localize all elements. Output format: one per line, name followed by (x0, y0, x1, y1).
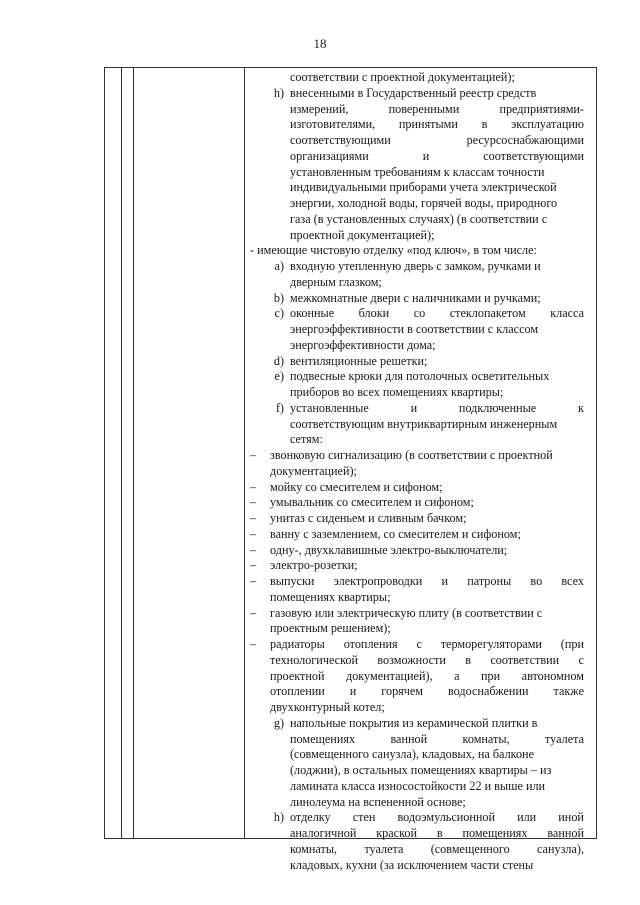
list-item-text (290, 716, 584, 811)
text-line: электро-розетки; (270, 558, 358, 573)
text-word: ванной (547, 826, 584, 840)
text-word: поверенными (388, 101, 460, 116)
text-word: терморегуляторами (440, 637, 542, 651)
dash-list-item (250, 480, 584, 496)
text-word: с (578, 652, 584, 667)
text-word: а (454, 668, 460, 683)
text-line: газа (в установленных случаях) (в соответствии с (290, 211, 548, 226)
list-marker: – (250, 479, 257, 494)
text-word: при (481, 668, 501, 683)
list-marker: – (250, 542, 257, 557)
continuation-text: соответствии с проектной документацией); (290, 70, 515, 84)
text-line: установленным требованиям к классам точности (290, 164, 545, 179)
text-word: туалета (545, 731, 584, 746)
text-line (290, 306, 584, 322)
text-line: сетям: (290, 432, 323, 447)
list-item-text (270, 448, 584, 480)
list-marker: a) (274, 259, 284, 273)
text-word: и (349, 684, 357, 699)
list-marker: h) (273, 810, 284, 825)
text-word: в (465, 652, 471, 667)
table-column-divider (133, 68, 134, 838)
dash-list-item (250, 637, 584, 716)
list-item-text (290, 401, 584, 448)
lettered-list-item (250, 354, 584, 370)
list-marker: – (250, 511, 257, 525)
table-column-divider (121, 68, 122, 838)
text-word: предприятиями- (499, 101, 584, 116)
text-word: отделку (290, 810, 331, 825)
list-item-text (270, 495, 584, 511)
text-word: во (530, 574, 543, 588)
text-word: туалета (364, 841, 404, 856)
text-word: проектной (270, 668, 325, 683)
list-marker: g) (273, 715, 284, 730)
text-line: (лоджии), в остальных помещениях квартиры – из (290, 763, 552, 777)
list-marker: – (250, 526, 257, 541)
lettered-list-item (250, 291, 584, 307)
text-line: энергии, холодной воды, горячей воды, природного (290, 196, 558, 210)
text-line: унитаз с сиденьем и сливным бачком; (270, 511, 467, 525)
text-word: комнаты, (290, 841, 338, 856)
list-marker: f) (275, 400, 284, 415)
text-line: энергоэффективности дома; (290, 337, 436, 352)
text-word: радиаторы (270, 637, 325, 651)
list-marker: d) (273, 353, 284, 368)
text-line (290, 810, 584, 826)
text-word: горячем (381, 684, 424, 699)
text-line: внесенными в Государственный реестр средств (290, 85, 537, 100)
list-marker: – (250, 558, 257, 573)
text-word: помещениях (290, 731, 356, 746)
text-line: ламината класса износостойкости 22 и выше или (290, 778, 546, 793)
text-word: автономном (521, 668, 584, 683)
text-line (290, 842, 584, 858)
text-line: проектной документацией); (290, 227, 435, 242)
text-word: (совмещенного (430, 841, 510, 856)
list-item-text (270, 637, 584, 716)
list-marker: e) (274, 369, 284, 384)
text-line: (совмещенного санузла), кладовых, на балконе (290, 747, 534, 762)
text-word: отоплении (270, 684, 325, 699)
text-word: ванной (390, 731, 428, 746)
text-word: водоэмульсионной (397, 810, 496, 825)
list-item-text (270, 527, 584, 543)
text-word: соответствующими (483, 148, 584, 163)
text-word: подключенные (458, 400, 537, 415)
text-line (290, 401, 584, 417)
text-word: оконные (290, 306, 335, 321)
text-word: иной (558, 810, 584, 825)
text-word: документацией), (346, 668, 433, 683)
text-line: двухконтурный котел; (270, 700, 385, 714)
lettered-list-item (250, 369, 584, 401)
text-word: помещениях (462, 826, 528, 840)
text-line (270, 637, 584, 653)
text-line: кладовых, кухни (за исключением части стены (290, 857, 534, 872)
text-word: стеклопакетом (449, 306, 526, 321)
text-word: соответствующими (290, 133, 391, 147)
text-word: ресурсоснабжающими (466, 133, 584, 147)
lettered-list-item (250, 86, 584, 244)
text-line: ванну с заземлением, со смесителем и сифоном; (270, 526, 521, 541)
list-marker: – (250, 495, 257, 510)
list-marker: – (250, 448, 257, 462)
text-word: также (553, 684, 584, 699)
text-line: соответствующим внутриквартирным инженерным (290, 416, 558, 431)
dash-list-item (250, 558, 584, 574)
text-line (270, 574, 584, 590)
text-line (290, 102, 584, 118)
list-marker: c) (274, 306, 284, 321)
text-line: документацией); (270, 463, 357, 478)
text-word: комнаты, (462, 731, 510, 746)
text-word: водоснабжении (448, 684, 529, 699)
dash-list-item (250, 606, 584, 638)
text-line: дверным глазком; (290, 274, 382, 289)
list-item-text (270, 511, 584, 527)
text-line (290, 149, 584, 165)
text-line (290, 732, 584, 748)
dash-list-item (250, 511, 584, 527)
text-word: санузла), (537, 841, 584, 856)
lettered-list-item (250, 401, 584, 448)
text-line (270, 653, 584, 669)
text-word: класса (550, 306, 584, 321)
text-line: входную утепленную дверь с замком, ручками и (290, 259, 541, 273)
text-word: блоки (358, 306, 390, 321)
list-item-text (290, 369, 584, 401)
text-line: одну-, двухклавишные электро-выключатели; (270, 542, 508, 557)
dash-list-item (250, 527, 584, 543)
list-item-text (290, 810, 584, 873)
text-word: возможности (377, 652, 446, 667)
text-line: индивидуальными приборами учета электрической (290, 180, 557, 195)
dash-list-item (250, 543, 584, 559)
text-line: подвесные крюки для потолочных осветительных (290, 369, 550, 384)
text-line (290, 133, 584, 149)
list-item-text (270, 574, 584, 606)
text-word: патроны (467, 574, 512, 588)
text-word: электропроводки (333, 574, 423, 588)
page-number: 18 (313, 36, 327, 51)
text-line: линолеума на вспененной основе; (290, 794, 466, 809)
text-word: и (422, 148, 430, 163)
dash-list-item (250, 495, 584, 511)
text-line: звонковую сигнализацию (в соответствии с проектной (270, 448, 553, 462)
list-item-text (270, 480, 584, 496)
text-line: энергоэффективности в соответствии с классом (290, 322, 539, 336)
list-marker: b) (273, 290, 284, 305)
table-content-cell (245, 68, 596, 873)
lettered-list-item (250, 716, 584, 811)
finish-section-header: - имеющие чистовую отделку «под ключ», в том числе: (250, 243, 537, 258)
text-line: помещениях квартиры; (270, 589, 391, 604)
text-line: проектным решением); (270, 621, 391, 636)
lettered-list-item (250, 810, 584, 873)
text-word: отопления (343, 637, 398, 651)
list-item-text (290, 354, 584, 370)
lettered-list-item (250, 259, 584, 291)
text-word: стен (352, 810, 376, 825)
text-word: к (578, 400, 584, 415)
text-line: мойку со смесителем и сифоном; (270, 479, 443, 494)
text-line: напольные покрытия из керамической плитки в (290, 715, 538, 730)
text-line: приборов во всех помещениях квартиры; (290, 385, 504, 399)
list-item-text (270, 558, 584, 574)
text-word: со (413, 306, 426, 321)
text-word: установленные (290, 400, 369, 415)
dash-list-item (250, 448, 584, 480)
list-marker: – (250, 637, 257, 651)
text-word: и (410, 400, 418, 415)
list-item-text (270, 606, 584, 638)
requirements-table (104, 67, 597, 872)
text-word: выпуски (270, 574, 315, 588)
list-item-text (290, 86, 584, 244)
text-line: вентиляционные решетки; (290, 353, 428, 368)
text-line: умывальник со смесителем и сифоном; (270, 495, 474, 510)
text-word: технологической (270, 652, 358, 667)
text-word: эксплуатацию (511, 117, 584, 132)
text-word: принятыми (398, 117, 458, 132)
list-item-text (290, 291, 584, 307)
text-word: и (441, 574, 449, 588)
text-word: с (416, 637, 422, 651)
list-item-text (270, 543, 584, 559)
text-word: изготовителями, (290, 117, 376, 132)
lettered-list-item (250, 306, 584, 353)
text-line (290, 826, 584, 842)
text-word: краской (376, 826, 418, 840)
text-line (290, 117, 584, 133)
text-word: всех (561, 574, 584, 588)
list-item-text (290, 306, 584, 353)
text-word: соответствии (490, 652, 560, 667)
text-word: измерений, (290, 101, 349, 116)
text-word: (при (560, 637, 584, 651)
text-word: в (481, 117, 488, 132)
text-word: или (517, 810, 537, 825)
text-line (270, 684, 584, 700)
text-word: в (436, 826, 443, 840)
list-marker: – (250, 605, 257, 620)
text-line: межкомнатные двери с наличниками и ручками; (290, 290, 541, 305)
dash-list-item (250, 574, 584, 606)
text-word: аналогичной (290, 826, 357, 840)
text-line: газовую или электрическую плиту (в соответствии с (270, 605, 543, 620)
text-line (270, 669, 584, 685)
list-marker: – (250, 574, 257, 588)
list-item-text (290, 259, 584, 291)
list-marker: h) (273, 85, 284, 100)
text-word: организациями (290, 148, 369, 163)
